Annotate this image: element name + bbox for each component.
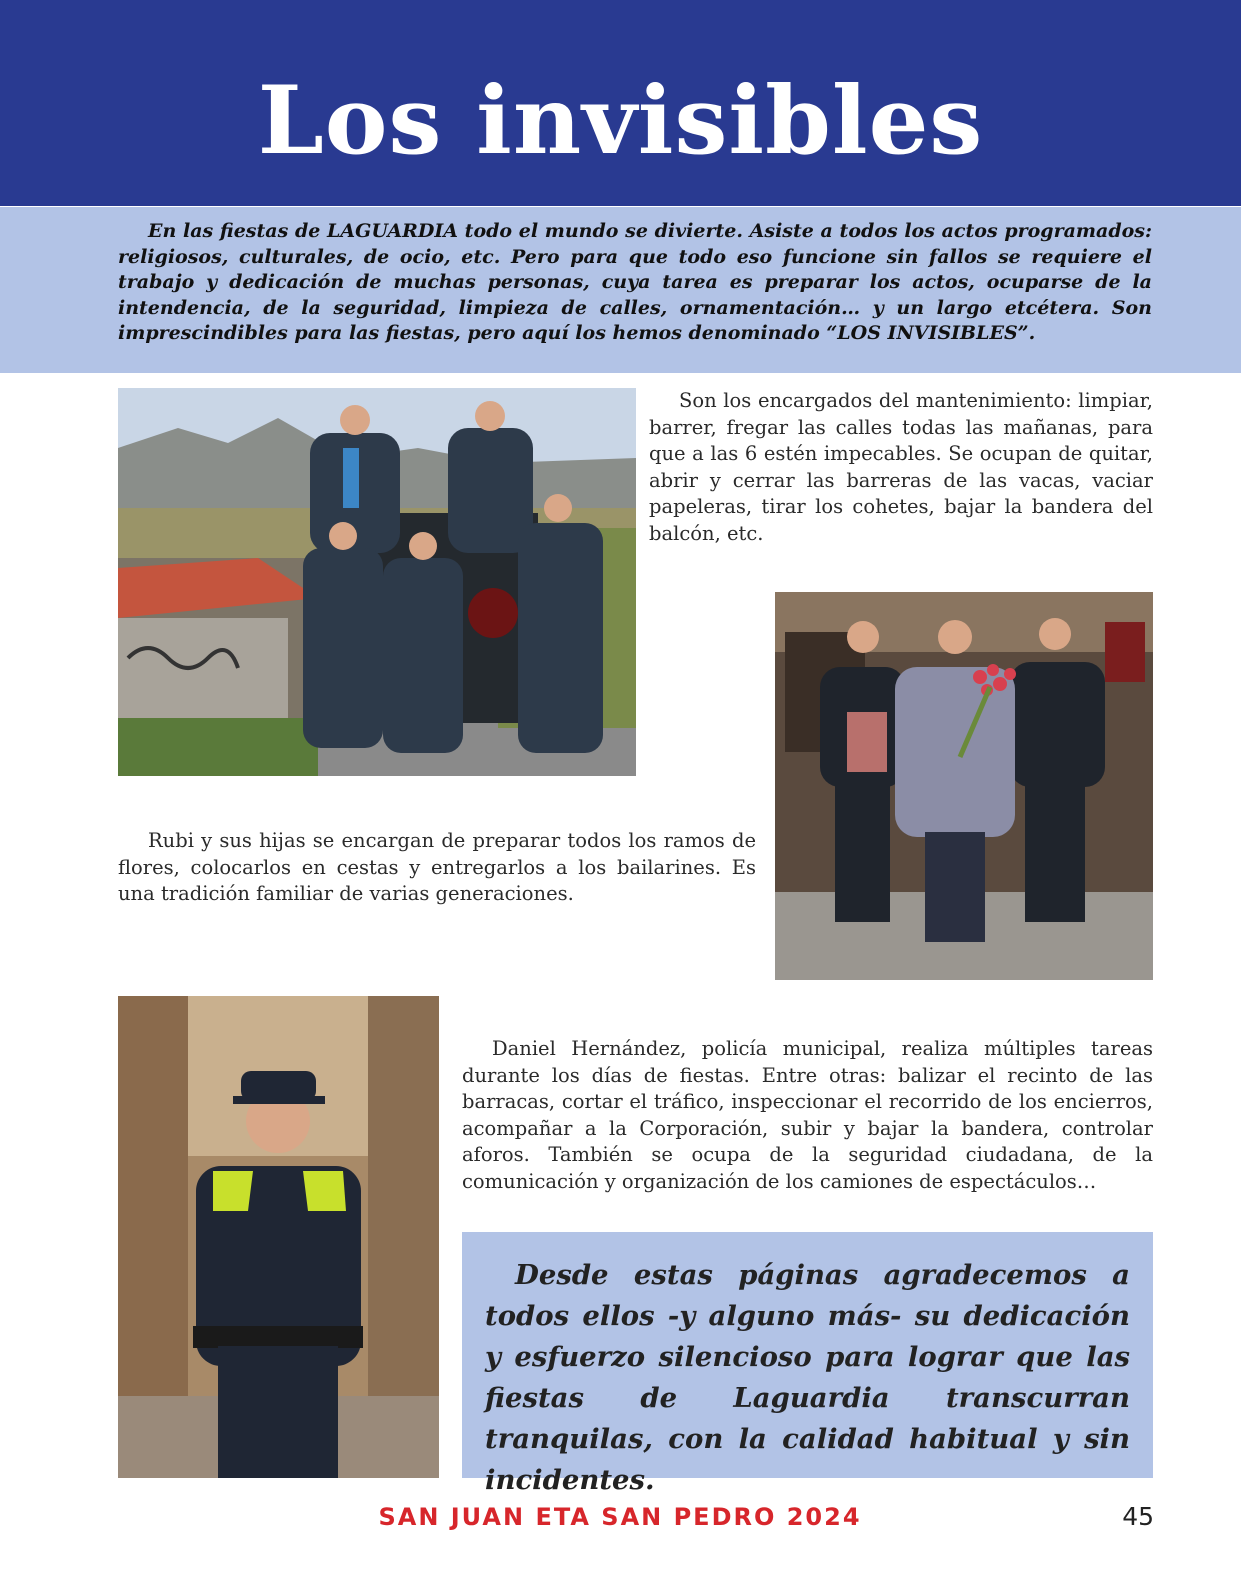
maintenance-paragraph: Son los encargados del mantenimiento: limpiar, barrer, fregar las calles todas las mañanas, para que a las 6 estén impecables. Se ocupan de quitar, abrir y cerrar las barreras de las vacas, vaciar papeleras, tirar los cohetes, bajar la bandera del balcón, etc. — [649, 389, 1153, 545]
intro-paragraph: En las fiestas de LAGUARDIA todo el mundo se divierte. Asiste a todos los actos programados: religiosos, culturales, de ocio, etc. Pero para que todo eso funcione sin fallos se requiere el trabajo y dedicación de muchas personas, cuya tarea es preparar los actos, ocuparse de la intendencia, de la seguridad, limpieza de calles, ornamentación… y un largo etcétera. Son imprescindibles para las fiestas, pero aquí los hemos denominado “LOS INVISIBLES”. — [118, 220, 1152, 344]
maintenance-crew-photo — [118, 388, 636, 776]
page-title: Los invisibles — [257, 66, 984, 176]
thanks-paragraph: Desde estas páginas agradecemos a todos ellos -y alguno más- su dedicación y esfuerzo silencioso para lograr que las fiestas de Laguardia transcurran tranquilas, con la calidad habitual y sin incidentes. — [485, 1259, 1130, 1496]
flowers-family-photo — [775, 592, 1153, 980]
flowers-paragraph: Rubi y sus hijas se encargan de preparar todos los ramos de flores, colocarlos en cestas y entregarlos a los bailarines. Es una tradición familiar de varias generaciones. — [118, 829, 756, 905]
page-number: 45 — [1122, 1502, 1154, 1531]
police-paragraph: Daniel Hernández, policía municipal, realiza múltiples tareas durante los días de fiestas. Entre otras: balizar el recinto de las barracas, cortar el tráfico, inspeccionar el recorrido de los encierros, acompañar a la Corporación, subir y bajar la bandera, controlar aforos. También se ocupa de la seguridad ciudadana, de la comunicación y organización de los camiones de espectáculos… — [462, 1037, 1153, 1193]
footer-publication-title: SAN JUAN ETA SAN PEDRO 2024 — [378, 1503, 862, 1531]
police-officer-photo — [118, 996, 439, 1478]
